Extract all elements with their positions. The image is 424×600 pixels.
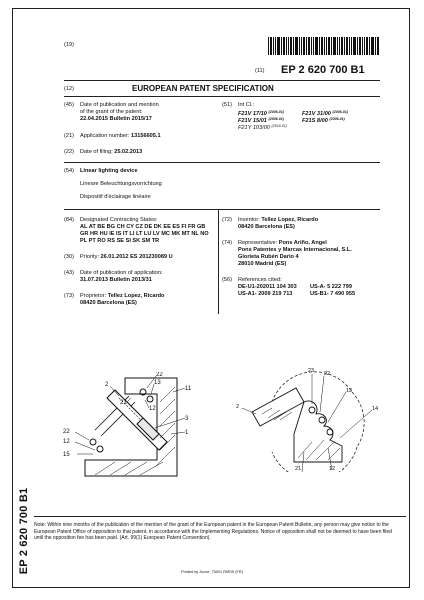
field-51-number: (51) <box>222 102 232 108</box>
label-1: 1 <box>185 430 189 436</box>
label-2: 2 <box>105 382 109 388</box>
filing-date-label: Date of filing: <box>80 149 113 155</box>
int-cl-code-3: F21V 15/01 $^{(2006.01)}$ <box>238 117 284 124</box>
proprietor-address: 08420 Barcelona (ES) <box>80 300 137 306</box>
int-cl-code-4: F21S 8/00 $^{(2006.01)}$ <box>302 117 345 124</box>
contracting-states-label: Designated Contracting States: <box>80 217 158 223</box>
representative-street: Glorieta Rubén Dario 4 <box>238 254 299 260</box>
label-22-bottom: 22 <box>63 429 70 435</box>
filing-date-value: 25.02.2013 <box>114 149 143 155</box>
application-publication-label: Date of publication of application: <box>80 270 163 276</box>
rule-after-54 <box>64 209 380 210</box>
field-21-number: (21) <box>64 133 74 139</box>
title-french: Dispositif d'éclairage linéaire <box>80 194 151 200</box>
note-rule <box>34 516 406 517</box>
title-german: Lineare Beleuchtungsvorrichtung <box>80 181 162 187</box>
representative-label: Representative: <box>238 240 278 246</box>
contracting-states-line-1: AL AT BE BG CH CY CZ DE DK EE ES FI FR GB <box>80 224 206 230</box>
priority-value: 26.01.2012 ES 201230089 U <box>100 254 173 260</box>
inventor-address: 08420 Barcelona (ES) <box>238 224 295 230</box>
int-cl-code-2: F21V 31/00 $^{(2006.01)}$ <box>302 110 348 117</box>
reference-2: US-A- 5 222 799 <box>310 284 352 290</box>
label-r-14: 14 <box>372 406 379 412</box>
application-number-label: Application number: <box>80 133 130 139</box>
column-divider <box>218 209 219 314</box>
reference-4: US-B1- 7 490 955 <box>310 291 356 297</box>
representative-city: 28010 Madrid (ES) <box>238 261 287 267</box>
label-12-bottom: 12 <box>63 439 70 445</box>
publication-number: EP 2 620 700 B1 <box>281 64 365 76</box>
label-21: 21 <box>120 400 127 406</box>
reference-3: US-A1- 2009 219 713 <box>238 291 293 297</box>
int-cl-code-5: F21Y 103/00 $^{(2016.01)}$ <box>238 124 287 131</box>
label-r-22: 22 <box>324 371 331 377</box>
field-73-number: (73) <box>64 293 74 299</box>
reference-1: DE-U1-202011 104 303 <box>238 284 297 290</box>
printer-footer: Printed by Jouve, 75001 PARIS (FR) <box>181 570 243 574</box>
field-30-number: (30) <box>64 254 74 260</box>
field-19-number: (19) <box>64 42 74 48</box>
int-cl-code-1: F21V 17/10 $^{(2006.01)}$ <box>238 110 284 117</box>
label-12-top: 12 <box>149 406 156 412</box>
inventor-label: Inventor: <box>238 217 260 223</box>
spine-publication-number: EP 2 620 700 B1 <box>18 487 30 575</box>
inventor-name: Tellez Lopez, Ricardo <box>261 217 319 223</box>
grant-date-label-2: of the grant of the patent: <box>80 109 143 115</box>
field-22-number: (22) <box>64 149 74 155</box>
field-74-number: (74) <box>222 240 232 246</box>
field-11-number: (11) <box>255 68 265 74</box>
opposition-note: Note: Within nine months of the publication of the mention of the grant of the European patent in the European Patent Bulletin, any person may give notice to the European Patent Office of opposition to that patent, in accordance with the Implementing Regulations. Notice of opposition shall not be deemed to have been filed until the opposition fee has been paid. (Art. 99(1) European Patent Convention). <box>34 522 392 542</box>
figure-right-drawing <box>232 362 392 472</box>
label-3: 3 <box>185 416 189 422</box>
header-rule-bottom <box>64 96 380 97</box>
label-r-21: 21 <box>295 466 302 472</box>
document-title: EUROPEAN PATENT SPECIFICATION <box>132 84 274 93</box>
contracting-states-line-2: GR HR HU IE IS IT LI LT LU LV MC MK MT NL NO <box>80 231 209 237</box>
header-rule-top <box>64 80 380 81</box>
int-cl-label: Int Cl.: <box>238 102 255 108</box>
proprietor-label: Proprietor: <box>80 293 107 299</box>
barcode <box>268 37 380 55</box>
label-22-top: 22 <box>156 372 163 378</box>
field-72-number: (72) <box>222 217 232 223</box>
rule-before-54 <box>64 162 380 163</box>
priority-label: Priority: <box>80 254 99 260</box>
references-label: References cited: <box>238 277 282 283</box>
field-45-number: (45) <box>64 102 74 108</box>
grant-date-value: 22.04.2015 Bulletin 2015/17 <box>80 116 152 122</box>
label-r-12: 12 <box>329 466 336 472</box>
label-r-13: 13 <box>346 388 353 394</box>
title-english: Linear lighting device <box>80 168 138 174</box>
application-number-value: 13156605.1 <box>131 133 161 139</box>
field-12-number: (12) <box>64 86 74 92</box>
proprietor-name: Tellez Lopez, Ricardo <box>107 293 165 299</box>
representative-firm: Pons Patentes y Marcas Internacional, S.L. <box>238 247 352 253</box>
label-13: 13 <box>154 380 161 386</box>
label-11: 11 <box>185 386 192 392</box>
field-54-number: (54) <box>64 168 74 174</box>
contracting-states-line-3: PL PT RO RS SE SI SK SM TR <box>80 238 160 244</box>
grant-date-label-1: Date of publication and mention <box>80 102 159 108</box>
representative-name: Pons Ariño, Angel <box>278 240 327 246</box>
label-15: 15 <box>63 452 70 458</box>
label-r-2: 2 <box>236 404 240 410</box>
field-56-number: (56) <box>222 277 232 283</box>
field-43-number: (43) <box>64 270 74 276</box>
field-84-number: (84) <box>64 217 74 223</box>
label-r-23: 23 <box>308 368 315 374</box>
application-publication-value: 31.07.2013 Bulletin 2013/31 <box>80 277 152 283</box>
figure-left-drawing <box>55 372 215 480</box>
